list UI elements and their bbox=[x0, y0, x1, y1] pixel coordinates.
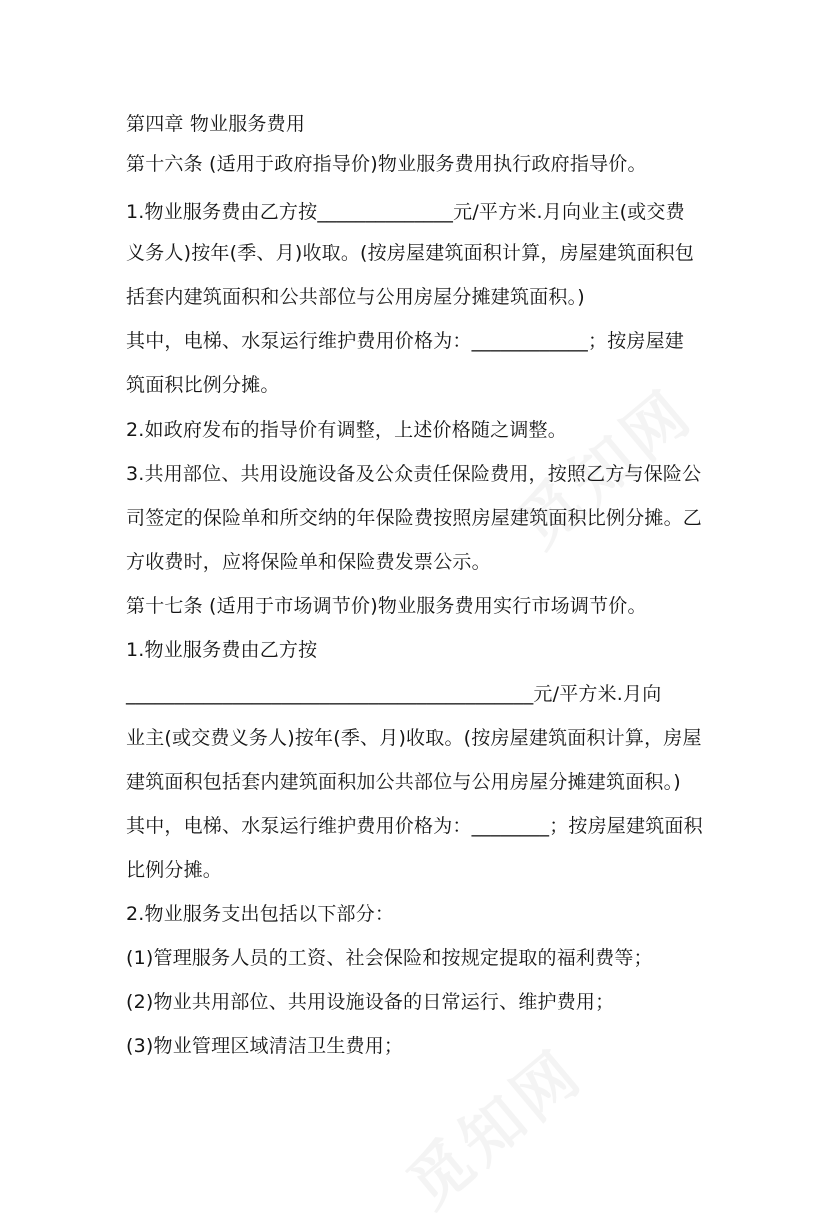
watermark bbox=[385, 1025, 598, 1224]
paragraph-line: 3.共用部位、共用设施设备及公众责任保险费用，按照乙方与保险公 bbox=[126, 463, 702, 485]
paragraph-line: 建筑面积包括套内建筑面积加公共部位与公用房屋分摊建筑面积。) bbox=[126, 771, 681, 793]
list-item: (3)物业管理区域清洁卫生费用； bbox=[126, 1035, 404, 1057]
paragraph-line: 2.如政府发布的指导价有调整，上述价格随之调整。 bbox=[126, 419, 567, 441]
list-item: (1)管理服务人员的工资、社会保险和按规定提取的福利费等； bbox=[126, 947, 653, 969]
chapter-heading: 第四章 物业服务费用 bbox=[126, 113, 306, 135]
article-16-heading: 第十六条 (适用于政府指导价)物业服务费用执行政府指导价。 bbox=[126, 153, 647, 175]
paragraph-line: __________________________________________元/平方米.月向 bbox=[126, 683, 662, 705]
paragraph-line: 司签定的保险单和所交纳的年保险费按照房屋建筑面积比例分摊。乙 bbox=[126, 507, 703, 529]
paragraph-line: 2.物业服务支出包括以下部分： bbox=[126, 903, 395, 925]
paragraph-line: 1.物业服务费由乙方按 bbox=[126, 639, 318, 661]
article-17-heading: 第十七条 (适用于市场调节价)物业服务费用实行市场调节价。 bbox=[126, 595, 647, 617]
paragraph-line: 括套内建筑面积和公共部位与公用房屋分摊建筑面积。) bbox=[126, 286, 585, 308]
paragraph-line: 1.物业服务费由乙方按______________元/平方米.月向业主(或交费 bbox=[126, 201, 685, 223]
paragraph-line: 比例分摊。 bbox=[126, 859, 223, 881]
list-item: (2)物业共用部位、共用设施设备的日常运行、维护费用； bbox=[126, 991, 615, 1013]
paragraph-line: 义务人)按年(季、月)收取。(按房屋建筑面积计算，房屋建筑面积包 bbox=[126, 242, 695, 264]
paragraph-line: 筑面积比例分摊。 bbox=[126, 374, 280, 396]
paragraph-line: 其中，电梯、水泵运行维护费用价格为：________；按房屋建筑面积 bbox=[126, 815, 703, 837]
paragraph-line: 其中，电梯、水泵运行维护费用价格为：____________；按房屋建 bbox=[126, 330, 685, 352]
paragraph-line: 业主(或交费义务人)按年(季、月)收取。(按房屋建筑面积计算，房屋 bbox=[126, 727, 702, 749]
paragraph-line: 方收费时，应将保险单和保险费发票公示。 bbox=[126, 551, 491, 573]
